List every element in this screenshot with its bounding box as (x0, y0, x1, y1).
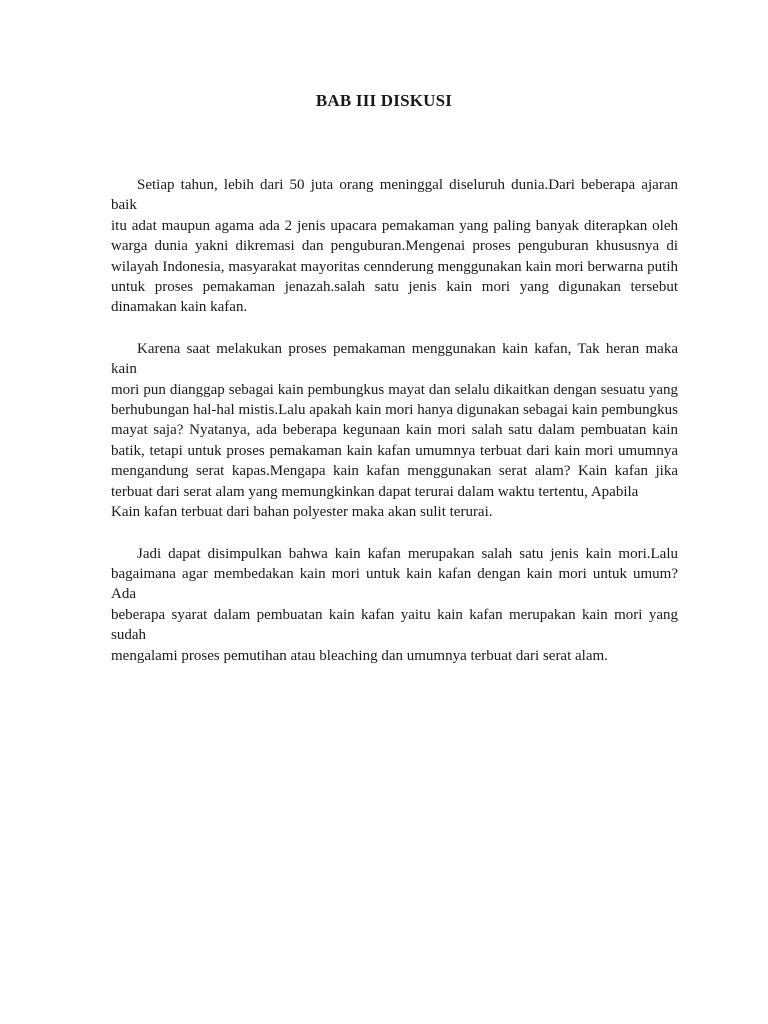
paragraph (111, 339, 678, 523)
paragraph (111, 175, 678, 318)
paragraph-line: batik, tetapi untuk proses pemakaman kain kafan umumnya terbuat dari kain mori umumnya (111, 442, 678, 459)
page-title: BAB III DISKUSI (315, 91, 453, 110)
paragraph-line: berhubungan hal-hal mistis.Lalu apakah kain mori hanya digunakan sebagai kain pembungkus (111, 402, 678, 419)
paragraph-line: itu adat maupun agama ada 2 jenis upacara pemakaman yang paling banyak diterapkan oleh (111, 217, 678, 234)
paragraph-line: Jadi dapat disimpulkan bahwa kain kafan merupakan salah satu jenis kain mori.Lalu (137, 545, 678, 562)
paragraph-line: dinamakan kain kafan. (111, 299, 248, 316)
paragraph-line: bagaimana agar membedakan kain mori untuk kain kafan dengan kain mori untuk umum? Ada (111, 565, 678, 603)
paragraph (111, 544, 678, 666)
paragraph-line: Karena saat melakukan proses pemakaman menggunakan kain kafan, Tak heran maka kain (111, 340, 678, 378)
paragraph-line: Setiap tahun, lebih dari 50 juta orang meninggal diseluruh dunia.Dari beberapa ajaran baik (111, 177, 678, 214)
paragraph-line: mayat saja? Nyatanya, ada beberapa kegunaan kain mori salah satu dalam pembuatan kain (111, 422, 678, 439)
paragraph-line: Kain kafan terbuat dari bahan polyester maka akan sulit terurai. (111, 504, 493, 521)
paragraph-line: mengalami proses pemutihan atau bleaching dan umumnya terbuat dari serat alam. (111, 647, 608, 664)
paragraph-line: beberapa syarat dalam pembuatan kain kafan yaitu kain kafan merupakan kain mori yang sudah (111, 606, 678, 644)
document-body (111, 175, 678, 687)
paragraph-line: warga dunia yakni dikremasi dan penguburan.Mengenai proses penguburan khususnya di (111, 238, 678, 255)
paragraph-line: mengandung serat kapas.Mengapa kain kafan menggunakan serat alam? Kain kafan jika (111, 463, 678, 480)
paragraph-line: terbuat dari serat alam yang memungkinkan dapat terurai dalam waktu tertentu, Apabila (111, 483, 639, 500)
paragraph-line: wilayah Indonesia, masyarakat mayoritas cennderung menggunakan kain mori berwarna putih (111, 258, 678, 275)
paragraph-line: untuk proses pemakaman jenazah.salah satu jenis kain mori yang digunakan tersebut (111, 279, 678, 296)
paragraph-line: mori pun dianggap sebagai kain pembungkus mayat dan selalu dikaitkan dengan sesuatu yang (111, 381, 678, 398)
